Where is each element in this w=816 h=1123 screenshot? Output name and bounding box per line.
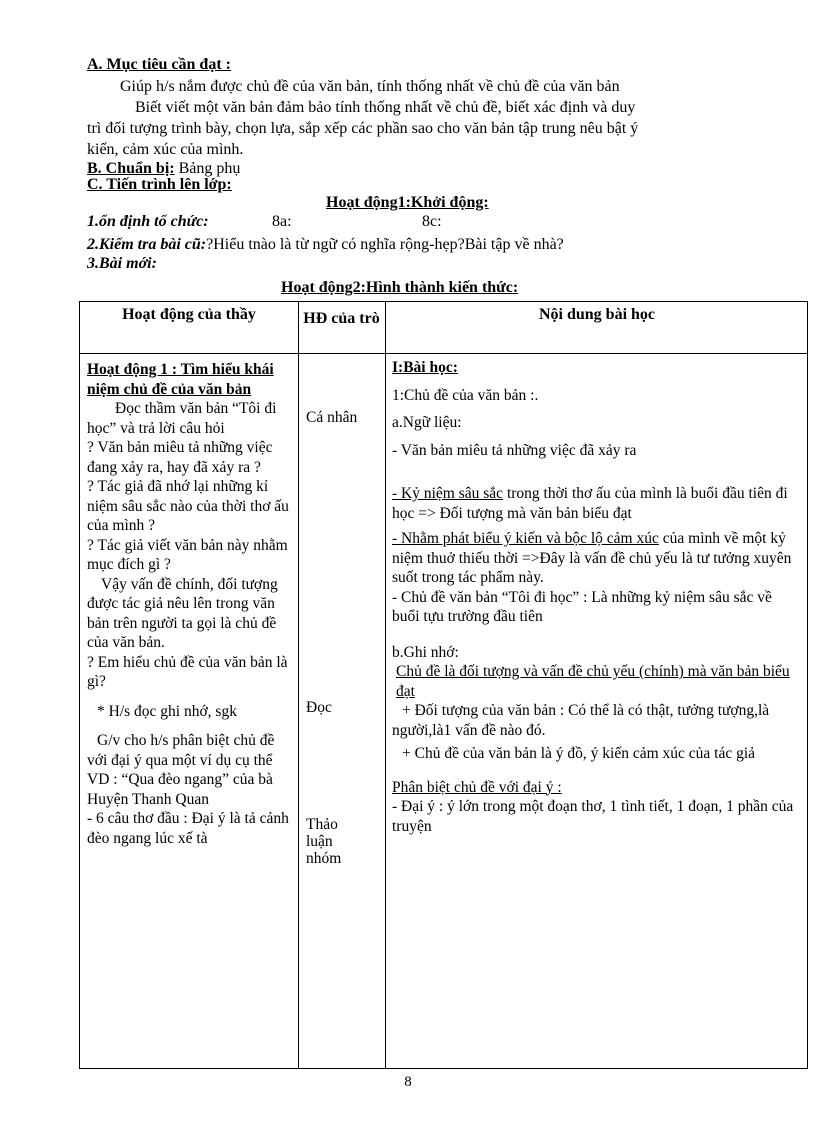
teacher-column bbox=[87, 360, 290, 848]
student-mode-3: Thảo luận nhóm bbox=[306, 816, 342, 867]
teacher-question-2: ? Tác giả đã nhớ lại những kỉ niệm sâu sắc nào của thời thơ ấu của mình ? bbox=[87, 478, 289, 534]
content-point-2-text: trong thời thơ ấu của mình là buổi đầu tiên đi học => Đối tượng mà văn bản biểu đạt bbox=[392, 485, 788, 522]
section-c-heading: C. Tiến trình lên lớp: bbox=[87, 176, 232, 193]
objective-line-1: Giúp h/s nắm được chủ đề của văn bản, tính thống nhất về chủ đề của văn bản bbox=[120, 78, 620, 95]
step2 bbox=[87, 236, 564, 254]
class-8c: 8c: bbox=[422, 213, 442, 230]
lesson-table bbox=[79, 301, 808, 1069]
content-title: I:Bài học: bbox=[392, 359, 458, 376]
teacher-example: VD : “Qua đèo ngang” của bà Huyện Thanh Quan bbox=[87, 771, 273, 808]
teacher-explanation: Vậy vấn đề chính, đối tượng được tác giả nêu lên trong văn bản trên người ta gọi là chủ đề của văn bản. bbox=[87, 575, 278, 651]
activity1-title: Hoạt động1:Khởi động: bbox=[326, 194, 489, 211]
header-divider bbox=[80, 353, 807, 354]
objective-line-2: Biết viết một văn bản đảm bảo tính thống nhất về chủ đề, biết xác định và duy bbox=[135, 99, 636, 116]
content-topic: 1:Chủ đề của văn bản :. bbox=[392, 386, 539, 404]
objective-line-3: trì đối tượng trình bày, chọn lựa, sắp xếp các phần sao cho văn bản tập trung nêu bật ý bbox=[87, 120, 639, 137]
content-point-1: - Văn bản miêu tả những việc đã xảy ra bbox=[392, 441, 637, 459]
class-8a: 8a: bbox=[272, 213, 292, 230]
content-point-3 bbox=[392, 529, 802, 588]
teacher-read-note: * H/s đọc ghi nhớ, sgk bbox=[97, 702, 237, 720]
header-student: HĐ của trò bbox=[303, 310, 380, 327]
content-compare-title: Phân biệt chủ đề với đại ý : bbox=[392, 778, 562, 796]
content-point-2-emphasis: - Kỷ niệm sâu sắc bbox=[392, 485, 504, 502]
content-note-title: b.Ghi nhớ: bbox=[392, 643, 459, 661]
content-note-definition: Chủ đề là đối tượng và vấn đề chủ yếu (chính) mà văn bản biểu đạt bbox=[396, 663, 790, 700]
teacher-instruction: Đọc thầm văn bản “Tôi đi học” và trả lời câu hỏi bbox=[87, 400, 277, 437]
teacher-question-1: ? Văn bản miêu tả những việc đang xảy ra, hay đã xảy ra ? bbox=[87, 439, 273, 476]
teacher-question-4: ? Em hiểu chủ đề của văn bản là gì? bbox=[87, 653, 288, 690]
student-mode-1: Cá nhân bbox=[306, 409, 358, 426]
content-point-2 bbox=[392, 484, 802, 523]
objective-line-4: kiến, cảm xúc của mình. bbox=[87, 141, 244, 158]
step2-text: ?Hiểu tnào là từ ngữ có nghĩa rộng-hẹp?Bài tập về nhà? bbox=[206, 236, 564, 253]
section-b-text: Bảng phụ bbox=[174, 160, 241, 177]
teacher-activity-title: Hoạt động 1 : Tìm hiểu khái niệm chủ đề của văn bản bbox=[87, 361, 274, 398]
content-note-theme: + Chủ đề của văn bản là ý đồ, ý kiến cảm xúc của tác giả bbox=[402, 745, 756, 762]
teacher-compare: G/v cho h/s phân biệt chủ đề với đại ý qua một ví dụ cụ thể bbox=[87, 732, 275, 769]
teacher-question-3: ? Tác giả viết văn bản này nhằm mục đích gì ? bbox=[87, 536, 288, 573]
step3-label: 3.Bài mới: bbox=[87, 255, 157, 272]
content-point-3-text: của mình về một kỷ niệm thuở thiếu thời =>Đây là vấn đề chủ yếu là tư tưởng xuyên suốt trong tác phẩm này. bbox=[392, 530, 792, 586]
content-sample: a.Ngữ liệu: bbox=[392, 414, 462, 431]
section-a-heading: A. Mục tiêu cần đạt : bbox=[87, 56, 231, 73]
activity2-title: Hoạt động2:Hình thành kiến thức: bbox=[281, 279, 519, 296]
section-b-heading: B. Chuẩn bị: bbox=[87, 160, 175, 177]
content-point-4: - Chủ đề văn bản “Tôi đi học” : Là những kỷ niệm sâu sắc về buổi tựu trường đầu tiên bbox=[392, 588, 772, 625]
header-teacher: Hoạt động của thầy bbox=[122, 306, 256, 323]
header-content: Nội dung bài học bbox=[538, 306, 656, 323]
content-note-object: + Đối tượng của văn bản : Có thể là có thật, tưởng tượng,là người,là1 vấn đề nào đó. bbox=[392, 702, 770, 739]
page-number: 8 bbox=[404, 1074, 412, 1090]
column-divider bbox=[385, 302, 386, 1068]
student-mode-2: Đọc bbox=[306, 699, 332, 716]
content-column bbox=[392, 358, 802, 836]
content-compare-detail: - Đại ý : ý lớn trong một đoạn thơ, 1 tình tiết, 1 đoạn, 1 phần của truyện bbox=[392, 798, 794, 835]
step2-label: 2.Kiểm tra bài cũ: bbox=[87, 236, 207, 253]
step1 bbox=[87, 213, 209, 231]
column-divider bbox=[298, 302, 299, 1068]
content-point-3-emphasis: - Nhằm phát biểu ý kiến và bộc lộ cảm xúc bbox=[392, 530, 659, 547]
step1-label: 1.ổn định tổ chức: bbox=[87, 213, 209, 230]
teacher-example-detail: - 6 câu thơ đầu : Đại ý là tả cảnh đèo ngang lúc xế tà bbox=[87, 810, 289, 847]
